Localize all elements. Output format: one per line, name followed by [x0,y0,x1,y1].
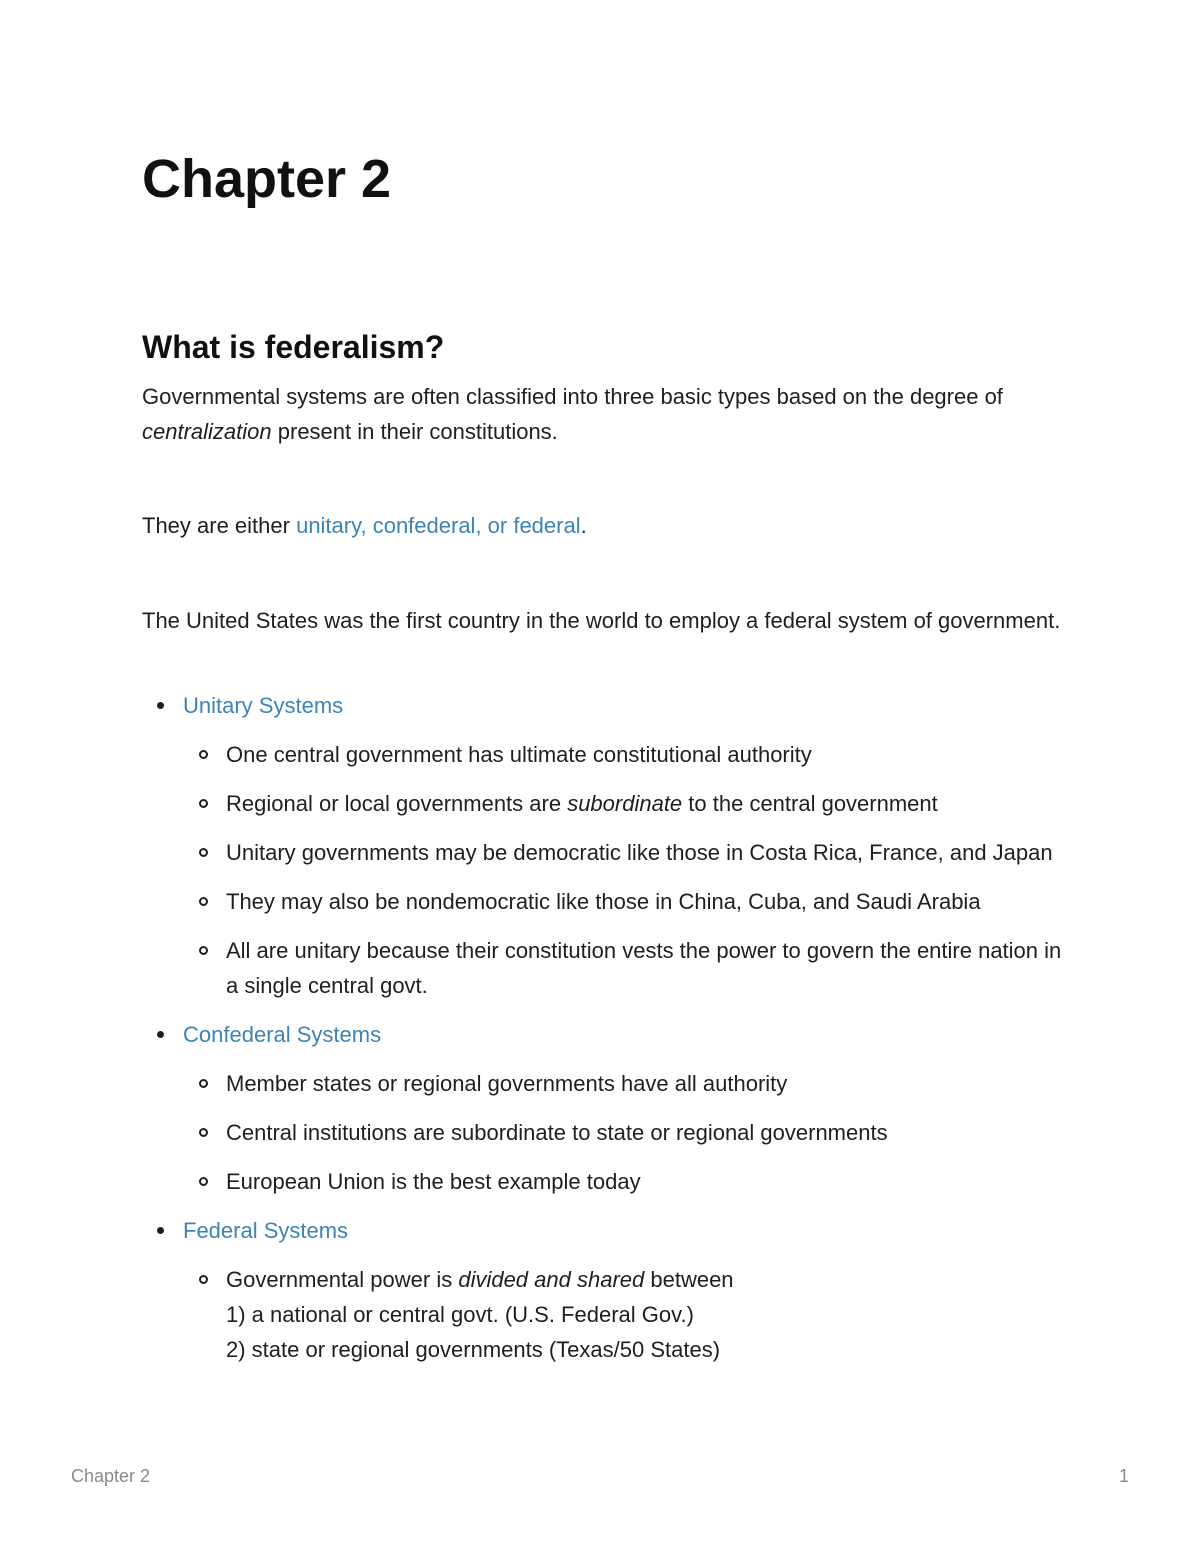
subitem-text: Governmental power is [226,1267,459,1292]
list-subitem [142,786,1062,821]
subitem-line-2: 1) a national or central govt. (U.S. Federal Gov.) [226,1302,694,1327]
intro-text-end: present in their constitutions. [271,419,558,444]
subitem-text-end: between [644,1267,734,1292]
list-subitem: One central government has ultimate constitutional authority [142,737,1062,772]
types-text-end: . [580,513,587,538]
subitem-emphasis: subordinate [567,791,683,816]
types-highlight: unitary, confederal, or federal [296,513,581,538]
types-text: They are either [142,513,297,538]
subitem-text-end: to the central government [682,791,938,816]
page-title: Chapter 2 [142,149,392,209]
subitem-emphasis: divided and shared [458,1267,645,1292]
intro-text: Governmental systems are often classified into three basic types based on the degree of [142,384,1003,409]
list-subitem: European Union is the best example today [142,1164,1062,1199]
us-paragraph: The United States was the first country in the world to employ a federal system of government. [142,608,1061,633]
list-item-unitary-systems: Unitary Systems [142,688,1062,723]
list-subitem: Central institutions are subordinate to state or regional governments [142,1115,1062,1150]
intro-paragraph [142,379,1062,449]
footer-page-number: 1 [1118,1466,1129,1486]
subitem-line-1 [226,1262,1062,1297]
list-subitem: All are unitary because their constitution vests the power to govern the entire nation in a single central govt. [142,933,1062,1003]
intro-emphasis: centralization [142,419,272,444]
list-subitem: Unitary governments may be democratic like those in Costa Rica, France, and Japan [142,835,1062,870]
subitem-text: Regional or local governments are [226,791,568,816]
list-subitem [142,1262,1062,1367]
footer-chapter-label: Chapter 2 [71,1466,151,1486]
systems-list [142,688,1062,1381]
list-subitem: Member states or regional governments have all authority [142,1066,1062,1101]
list-subitem: They may also be nondemocratic like those in China, Cuba, and Saudi Arabia [142,884,1062,919]
list-item-confederal-systems: Confederal Systems [142,1017,1062,1052]
section-heading: What is federalism? [142,329,445,365]
types-paragraph [142,508,587,543]
subitem-line-3: 2) state or regional governments (Texas/50 States) [226,1337,721,1362]
list-item-federal-systems: Federal Systems [142,1213,1062,1248]
